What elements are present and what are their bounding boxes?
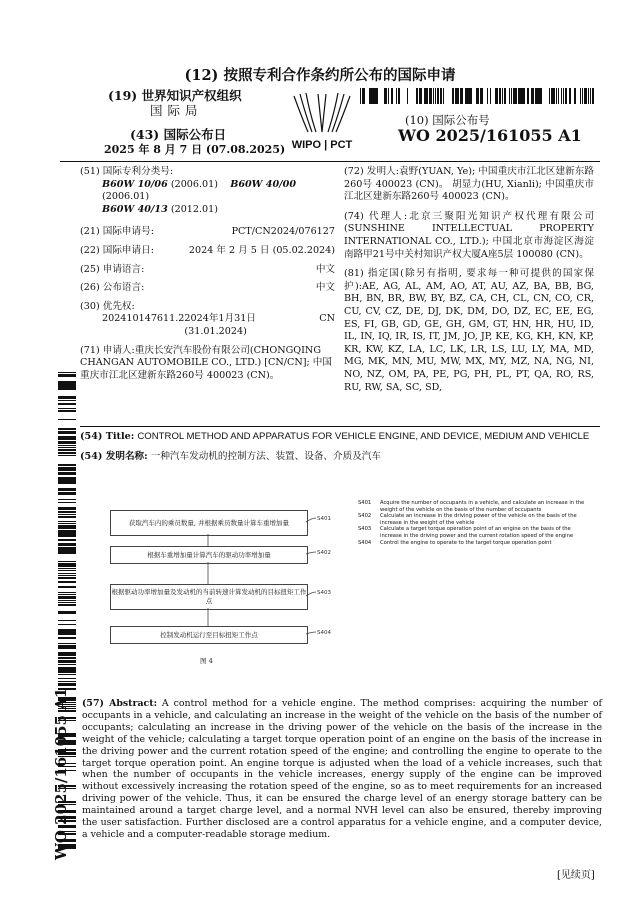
barcode-bar [58,632,76,635]
barcode-bar [58,604,76,605]
barcode-bar [58,597,76,599]
barcode-bar [58,374,76,375]
priority-country: CN [319,313,335,325]
barcode-bar [377,88,378,104]
field-74 [344,211,594,261]
barcode-bar [58,553,76,554]
barcode-bar [58,523,76,524]
barcode-bar [58,658,76,659]
wipo-label: WIPO | PCT [291,139,353,151]
barcode-bar [58,410,76,412]
flow-step-s404: 控制发动机运行至目标扭矩工作点 [110,626,308,644]
field-71-value: 重庆长安汽车股份有限公司(CHONGQING CHANGAN AUTOMOBILE CO., LTD.) [CN/CN]; 中国重庆市江北区建新东路260号 400023 (CN)。 [80,344,332,381]
barcode-bar [565,88,567,104]
barcode-bar [495,88,497,104]
barcode-bar [558,88,559,104]
barcode-bar [456,88,457,104]
barcode-bar [569,88,571,104]
field-26-value: 中文 [315,282,335,294]
field-25-label: (25) 申请语言: [80,263,145,275]
org-number: (19) [108,88,138,103]
barcode-bar [561,88,562,104]
barcode-bar [535,88,537,104]
abstract [82,698,602,841]
barcode-bar [58,516,76,518]
barcode-bar [509,88,510,104]
barcode-bar [58,499,76,500]
flow-step-id: S404 [317,630,331,636]
barcode-bar [363,88,365,104]
flow-step-s403: 根据驱动功率增加量及发动机的当前转速计算发动机的目标扭矩工作点 [110,584,308,610]
priority-date: 2024年1月31日 (31.01.2024) [184,313,256,337]
legend-text: Calculate an increase in the driving power of the vehicle on the basis of the increase in the weight of the vehicle [380,513,577,526]
barcode-bar [58,387,76,388]
continued-note: [见续页] [557,870,595,881]
barcode-bar [58,452,76,454]
barcode-bar [523,88,525,104]
title-rule [80,426,600,427]
ipc-date: (2006.01) [170,178,219,190]
barcode-bar [499,88,501,104]
barcode-bar [429,88,430,104]
barcode-bar [372,88,373,104]
barcode-bar [433,88,434,104]
barcode-bar [58,600,76,601]
barcode-bar [580,88,581,104]
barcode-bar [58,447,76,448]
barcode-bar [58,478,76,481]
title-cn: 一种汽车发动机的控制方法、装置、设备、介质及汽车 [150,451,381,462]
barcode-bar [58,521,76,522]
barcode-bar [520,88,523,104]
barcode-bar [396,88,397,104]
barcode-bar [58,549,76,551]
field-30-value [80,313,335,338]
title-cn-line [80,448,381,462]
barcode-bar [539,88,541,104]
barcode-bar [376,88,377,104]
barcode-bar [58,620,76,621]
barcode-bar [58,436,76,439]
barcode-bar [58,528,76,529]
barcode-bar [531,88,534,104]
barcode-bar [58,455,76,456]
barcode-bar [58,667,76,670]
field-72-value: 袁野(YUAN, Ye); 中国重庆市江北区建新东路260号 400023 (CN)。 胡显力(HU, Xianli); 中国重庆市江北区建新东路260号 400023 (CN)。 [344,166,594,203]
barcode-bar [58,575,76,576]
barcode-bar [58,551,76,553]
barcode-bar [58,472,76,475]
barcode-bar [58,564,76,567]
flow-step-s401: 获取汽车内的乘员数量, 并根据乘员数量计算车重增加量 [110,510,308,536]
barcode-bar [58,428,76,430]
side-publication-number: WO 2025/161055 A1 [52,687,70,860]
barcode-bar [398,88,400,104]
barcode-bar [427,88,428,104]
barcode-bar [549,88,550,104]
barcode-bar [58,400,76,401]
barcode-bar [58,561,76,562]
barcode-bar [388,88,389,104]
barcode-bar [58,381,76,382]
field-21 [80,226,335,239]
barcode-bar [58,581,76,583]
barcode-bar [58,492,76,495]
barcode-bar [58,477,76,478]
barcode-bar [460,88,463,104]
barcode-bar [58,657,76,658]
barcode-bar [552,88,555,104]
barcode-bar [58,611,76,613]
ipc-codes [80,179,335,217]
field-22-label: (22) 国际申请日: [80,244,154,256]
barcode-bar [58,375,76,377]
barcode-bar [58,594,76,595]
barcode-bar [511,88,512,104]
barcode-bar [58,678,76,679]
barcode-bar [58,467,76,468]
barcode-bar [58,389,76,390]
barcode-bar [58,382,76,384]
barcode-bar [58,613,76,614]
barcode-bar [502,88,503,104]
barcode-bar [407,88,408,104]
barcode-bar [58,674,76,675]
pubno-label: (10) 国际公布号 [405,113,490,127]
barcode-bar [453,88,454,104]
flow-step-id: S401 [317,516,331,522]
right-column [344,166,594,394]
barcode-bar [58,683,76,686]
barcode-bar [58,664,76,665]
abstract-label: (57) Abstract: [82,698,158,709]
barcode-bar [58,403,76,405]
barcode-bar [58,372,76,373]
pubno: WO 2025/161055 A1 [398,126,582,145]
abstract-text: A control method for a vehicle engine. The method comprises: acquiring the number of occupants in a vehicle, and calculating an increase in the weight of the vehicle on the basis of the number of occupants; calculating an increase in the driving power of the vehicle on the basis of the increase in the weight of the vehicle; calculating a target torque operation point of an engine on the basis of the increase in the driving power and the current rotation speed of the engine; and controlling the engine to operate to the target torque operation point. An engine torque is adjusted when the load of a vehicle increases, such that when the number of occupants in the vehicle increases, energy supply of the engine can be improved without excessively increasing the rotation speed of the engine, so as to meet requirements for an increased driving power of the vehicle. Thus, it can be ensured the charge level of an energy storage battery can be maintained around a target charge level, and a normal NVH level can also be ensured, thereby improving the user satisfaction. Further disclosed are a control apparatus for a vehicle engine, and a computer device, a vehicle and a computer-readable storage medium. [82,698,603,840]
barcode-bar [362,88,363,104]
barcode-bar [593,88,594,104]
barcode-bar [58,468,76,469]
org-line2: 国际局 [150,103,203,118]
barcode-bar [58,384,76,385]
field-26 [80,282,335,295]
title-en-line [80,431,589,442]
ipc-code: B60W 10/06 [102,178,168,190]
barcode-bar [58,592,76,593]
barcode-bar [58,539,76,541]
barcode-bar [58,441,76,442]
barcode-bar [584,88,585,104]
barcode-bar [592,88,593,104]
legend-text: Control the engine to operate to the target torque operation point [380,539,552,546]
barcode-bar [452,88,453,104]
field-21-label: (21) 国际申请号: [80,226,154,238]
barcode-bar [58,629,76,632]
ipc-code: B60W 40/13 [102,203,168,215]
left-column [80,166,335,382]
barcode-bar [465,88,466,104]
title-en-label: (54) Title: [80,431,135,442]
barcode-bar [58,481,76,484]
barcode-bar [437,88,439,104]
barcode-top [358,88,594,104]
barcode-bar [58,577,76,579]
barcode-bar [58,660,76,663]
field-81 [344,268,594,394]
barcode-bar [58,570,76,571]
priority-number: 202410147611.2 [102,313,185,325]
ipc-code: B60W 40/00 [230,178,296,190]
pubdate-label: (43) 国际公布日 [130,127,227,142]
barcode-bar [58,388,76,389]
barcode-bar [476,88,479,104]
barcode-bar [58,547,76,549]
barcode-bar [58,469,76,471]
barcode-bar [424,88,427,104]
barcode-bar [469,88,472,104]
barcode-bar [58,605,76,606]
field-22-value: 2024 年 2 月 5 日 (05.02.2024) [188,244,335,256]
legend-item [358,540,588,547]
legend-id: S402 [358,513,372,520]
barcode-bar [416,88,418,104]
legend-text: Acquire the number of occupants in a vehicle, and calculate an increase in the weight of the vehicle on the basis of the number of occupants [380,500,585,513]
barcode-bar [455,88,456,104]
barcode-bar [518,88,520,104]
field-26-label: (26) 公布语言: [80,282,145,294]
barcode-bar [58,449,76,451]
barcode-bar [58,431,76,434]
barcode-bar [58,507,76,509]
barcode-bar [487,88,488,104]
barcode-bar [58,385,76,387]
barcode-bar [58,624,76,625]
barcode-bar [480,88,483,104]
figure-caption: 图 4 [200,657,213,665]
barcode-bar [58,514,76,515]
barcode-bar [58,563,76,564]
field-30-label: (30) 优先权: [80,300,135,312]
barcode-bar [551,88,552,104]
flow-step-id: S403 [317,590,331,596]
barcode-bar [440,88,442,104]
field-71-label: (71) 申请人: [80,344,135,356]
barcode-bar [369,88,370,104]
title-cn-label: (54) 发明名称: [80,451,148,462]
field-25-value: 中文 [315,263,335,275]
title-en: CONTROL METHOD AND APPARATUS FOR VEHICLE ENGINE, AND DEVICE, MEDIUM AND VEHICLE [137,431,590,442]
barcode-bar [58,681,76,682]
field-51-label: (51) 国际专利分类号: [80,166,174,177]
barcode-bar [537,88,539,104]
barcode-bar [585,88,587,104]
legend-id: S403 [358,526,372,533]
barcode-bar [58,445,76,446]
barcode-bar [58,586,76,588]
barcode-bar [58,408,76,409]
wipo-logo [274,88,370,152]
barcode-bar [504,88,506,104]
barcode-bar [435,88,436,104]
legend-item [358,500,588,513]
barcode-bar [58,652,76,653]
barcode-bar [58,645,76,647]
barcode-bar [58,396,76,399]
barcode-bar [58,568,76,569]
field-74-label: (74) 代理人: [344,210,408,222]
field-25 [80,264,335,277]
barcode-bar [370,88,372,104]
field-71 [80,345,335,383]
barcode-bar [58,596,76,597]
barcode-bar [58,525,76,528]
ipc-date: (2006.01) [102,191,150,203]
barcode-bar [58,439,76,440]
flow-step-s402: 根据车重增加量计算汽车的驱动功率增加量 [110,546,308,564]
barcode-bar [541,88,542,104]
barcode-bar [490,88,491,104]
legend-text: Calculate a target torque operation point of an engine on the basis of the increase in the driving power and the current rotation speed of the engine [380,526,574,539]
field-22 [80,245,335,258]
barcode-bar [58,602,76,603]
barcode-bar [373,88,375,104]
flow-step-id: S402 [317,550,331,556]
barcode-bar [58,465,76,466]
barcode-bar [58,442,76,444]
barcode-bar [58,573,76,574]
barcode-bar [497,88,498,104]
barcode-bar [58,502,76,503]
barcode-bar [360,88,361,104]
field-81-label: (81) 指定国(除另有指明, 要求每一种可提供的国家保护): [344,268,594,292]
barcode-bar [527,88,529,104]
barcode-bar [58,637,76,639]
barcode-bar [391,88,393,104]
barcode-bar [582,88,583,104]
org-line1: 世界知识产权组织 [141,88,242,103]
barcode-bar [563,88,564,104]
barcode-bar [513,88,516,104]
barcode-bar [58,535,76,537]
barcode-bar [58,530,76,532]
field-72-label: (72) 发明人: [344,166,399,177]
barcode-bar [58,647,76,649]
barcode-bar [58,488,76,491]
legend-id: S401 [358,500,372,506]
barcode-bar [58,653,76,656]
barcode-bar [58,543,76,546]
barcode-bar [443,88,444,104]
field-81-value: AE, AG, AL, AM, AO, AT, AU, AZ, BA, BB, BG, BH, BN, BR, BW, BY, BZ, CA, CH, CL, CN, CO, CR, CU, CV, CZ, DE, DJ, DK, DM, DO, DZ, EC, EE, EG, ES, FI, GB, GD, GE, GH, GM, GT, HN, HR, HU, ID, IL, IN, IQ, IR, IS, IT, JM, JO, JP, KE, KG, KH, KN, KP, KR, KW, KZ, LA, LC, LK, LR, LS, LU, LY, MA, MD, MG, MK, MN, MU, MW, MX, MY, MZ, NA, NG, NI, NO, NZ, OM, PA, PE, PG, PH, PL, PT, QA, RO, RS, RU, RW, SA, SC, SD, [344,280,594,393]
barcode-bar [457,88,459,104]
barcode-bar [516,88,517,104]
barcode-bar [466,88,469,104]
ipc-date: (2012.01) [170,203,219,215]
figure-legend [358,500,588,546]
barcode-bar [574,88,576,104]
barcode-bar [556,88,557,104]
field-21-value: PCT/CN2024/076127 [231,226,335,238]
flow-connectors [100,500,360,670]
document-title: (12) 按照专利合作条约所公布的国际申请 [184,67,456,84]
barcode-bar [58,419,76,420]
header-rule [60,161,600,162]
flowchart-figure [100,500,360,670]
barcode-bar [384,88,387,104]
barcode-bar [58,670,76,673]
legend-item [358,513,588,526]
barcode-bar [430,88,432,104]
field-74-value: 北京三聚阳光知识产权代理有限公司 (SUNSHINE INTELLECTUAL PROPERTY INTERNATIONAL CO., LTD.); 中国北京市海淀区海淀南路甲21号中关村知识产权大厦A座5层 100080 (CN)。 [344,210,594,260]
barcode-bar [58,532,76,535]
barcode-bar [58,464,76,465]
barcode-bar [375,88,376,104]
pubdate: 2025 年 8 月 7 日 (07.08.2025) [104,143,286,156]
barcode-bar [588,88,589,104]
field-72 [344,166,594,204]
barcode-bar [419,88,422,104]
legend-item [358,526,588,539]
legend-id: S404 [358,539,372,546]
barcode-bar [58,509,76,510]
barcode-bar [58,511,76,513]
barcode-bar [58,643,76,644]
barcode-bar [590,88,591,104]
